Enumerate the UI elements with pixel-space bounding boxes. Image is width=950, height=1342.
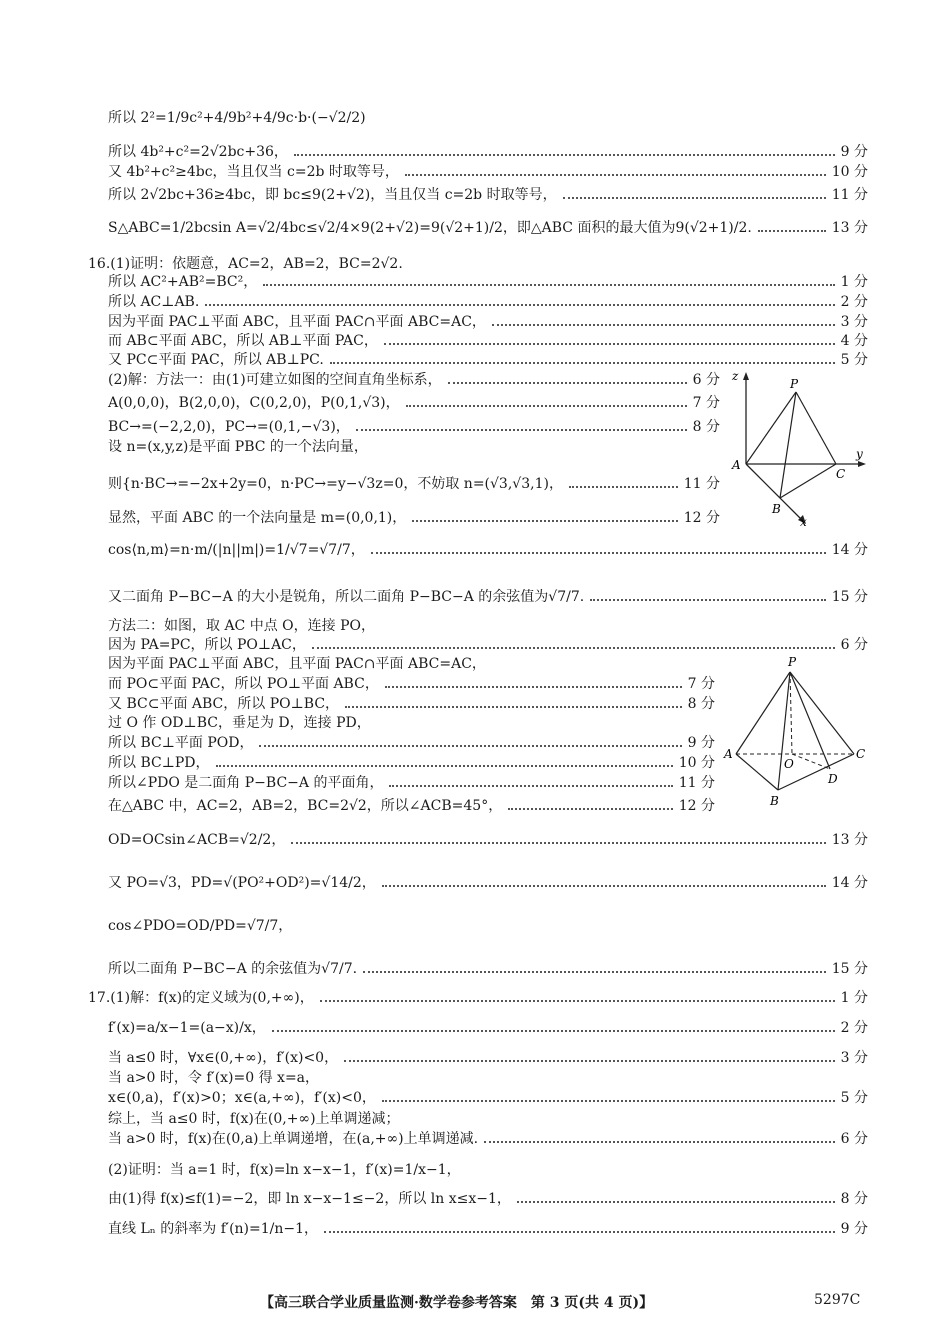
solution-line xyxy=(108,508,720,528)
figure-label: D xyxy=(828,772,838,786)
score-label: 8 分 xyxy=(687,696,715,712)
solution-text: A(0,0,0)，B(2,0,0)，C(0,2,0)，P(0,1,√3)， xyxy=(108,395,400,411)
leader-dots xyxy=(389,785,672,787)
solution-line xyxy=(108,959,868,979)
solution-line xyxy=(108,1189,868,1209)
solution-line xyxy=(108,674,715,694)
leader-dots xyxy=(517,1201,835,1203)
solution-text: 又 4b²+c²≥4bc，当且仅当 c=2b 时取等号， xyxy=(108,164,399,180)
leader-dots xyxy=(385,686,682,688)
solution-text: 显然，平面 ABC 的一个法向量是 m=(0,0,1)， xyxy=(108,510,407,526)
solution-line xyxy=(108,694,715,714)
leader-dots xyxy=(484,1141,835,1143)
score-label: 11 分 xyxy=(678,775,715,791)
figure-label: y xyxy=(856,447,863,461)
solution-line xyxy=(108,916,868,936)
leader-dots xyxy=(330,362,835,364)
solution-text: 当 a>0 时，f(x)在(0,a)上单调递增，在(a,+∞)上单调递减. xyxy=(108,1131,479,1147)
leader-dots xyxy=(406,405,687,407)
solution-text: x∈(0,a)，f′(x)>0；x∈(a,+∞)，f′(x)<0， xyxy=(108,1090,376,1106)
solution-text: 17.(1)解：f(x)的定义域为(0,+∞)， xyxy=(88,990,314,1006)
solution-line xyxy=(108,1129,868,1149)
solution-text: 所以∠PDO 是二面角 P−BC−A 的平面角， xyxy=(108,775,384,791)
y-axis-arrow xyxy=(858,461,866,467)
edge-BC xyxy=(780,464,836,498)
solution-text: cos∠PDO=OD/PD=√7/7， xyxy=(108,918,293,934)
solution-text: 因为 PA=PC，所以 PO⊥AC， xyxy=(108,637,306,653)
solution-line xyxy=(108,753,715,773)
solution-line xyxy=(108,218,868,238)
score-label: 8 分 xyxy=(840,1191,868,1207)
solution-line xyxy=(108,162,868,182)
footer-title: 【高三联合学业质量监测·数学卷参考答案 第 3 页(共 4 页)】 xyxy=(260,1295,654,1311)
solution-line xyxy=(108,272,868,292)
leader-dots xyxy=(263,284,834,286)
solution-line xyxy=(108,331,868,351)
solution-text: 过 O 作 OD⊥BC，垂足为 D，连接 PD， xyxy=(108,715,371,731)
leader-dots xyxy=(371,552,826,554)
score-label: 14 分 xyxy=(831,542,868,558)
leader-dots xyxy=(405,174,826,176)
leader-dots xyxy=(384,343,835,345)
solution-line xyxy=(108,185,868,205)
figure-label: C xyxy=(836,467,846,481)
solution-text: BC→=(−2,2,0)，PC→=(0,1,−√3)， xyxy=(108,419,350,435)
score-label: 5 分 xyxy=(840,352,868,368)
score-label: 14 分 xyxy=(831,875,868,891)
solution-text: 综上，当 a≤0 时，f(x)在(0,+∞)上单调递减； xyxy=(108,1111,400,1127)
figure-label: C xyxy=(856,747,866,761)
solution-line xyxy=(108,142,868,162)
solution-line xyxy=(108,292,868,312)
leader-dots xyxy=(448,382,687,384)
figure-label: P xyxy=(788,655,797,669)
score-label: 6 分 xyxy=(840,637,868,653)
leader-dots xyxy=(320,1000,835,1002)
leader-dots xyxy=(363,971,826,973)
leader-dots xyxy=(291,842,825,844)
figure-label: P xyxy=(790,377,799,391)
z-axis-arrow xyxy=(743,372,749,380)
leader-dots xyxy=(758,230,826,232)
score-label: 12 分 xyxy=(683,510,720,526)
solution-line xyxy=(108,108,868,128)
leader-dots xyxy=(205,304,834,306)
score-label: 4 分 xyxy=(840,333,868,349)
solution-line xyxy=(108,1068,868,1088)
score-label: 6 分 xyxy=(840,1131,868,1147)
score-label: 3 分 xyxy=(840,1050,868,1066)
solution-text: 所以 BC⊥PD， xyxy=(108,755,210,771)
leader-dots xyxy=(492,324,835,326)
edge-AB xyxy=(736,754,778,790)
score-label: 9 分 xyxy=(840,1221,868,1237)
solution-line xyxy=(108,830,868,850)
solution-line xyxy=(108,1088,868,1108)
solution-line xyxy=(108,1160,868,1180)
problem-17-heading xyxy=(88,988,868,1008)
solution-text: 所以 2²=1/9c²+4/9b²+4/9c·b·(−√2/2) xyxy=(108,110,366,126)
leader-dots xyxy=(412,520,677,522)
solution-text: 设 n=(x,y,z)是平面 PBC 的一个法向量， xyxy=(108,439,368,455)
solution-text: 在△ABC 中，AC=2，AB=2，BC=2√2，所以∠ACB=45°， xyxy=(108,798,503,814)
score-label: 5 分 xyxy=(840,1090,868,1106)
score-label: 9 分 xyxy=(687,735,715,751)
figure-label: A xyxy=(724,747,733,761)
solution-text: 直线 Lₙ 的斜率为 f′(n)=1/n−1， xyxy=(108,1221,319,1237)
solution-text: 又 PC⊂平面 PAC，所以 AB⊥PC. xyxy=(108,352,324,368)
solution-line xyxy=(108,873,868,893)
figure-label: O xyxy=(784,757,794,771)
leader-dots xyxy=(563,197,826,199)
solution-line xyxy=(108,1109,868,1129)
tetrahedron-figure-coordinates xyxy=(728,368,868,530)
edge-PB xyxy=(780,392,796,498)
solution-text: 因为平面 PAC⊥平面 ABC，且平面 PAC∩平面 ABC=AC， xyxy=(108,656,486,672)
leader-dots xyxy=(259,745,681,747)
score-label: 1 分 xyxy=(840,990,868,1006)
leader-dots xyxy=(312,647,835,649)
solution-text: f′(x)=a/x−1=(a−x)/x， xyxy=(108,1020,266,1036)
score-label: 7 分 xyxy=(687,676,715,692)
figure-label: B xyxy=(772,502,781,516)
leader-dots xyxy=(382,1100,835,1102)
solution-line xyxy=(108,773,715,793)
solution-line xyxy=(108,1018,868,1038)
leader-dots xyxy=(382,885,826,887)
score-label: 15 分 xyxy=(831,589,868,605)
figure-label: z xyxy=(732,369,739,383)
score-label: 9 分 xyxy=(840,144,868,160)
score-label: 8 分 xyxy=(692,419,720,435)
solution-text: OD=OCsin∠ACB=√2/2， xyxy=(108,832,286,848)
solution-text: 方法二：如图，取 AC 中点 O，连接 PO， xyxy=(108,618,375,634)
solution-line xyxy=(108,796,715,816)
figure-label: B xyxy=(770,794,779,808)
edge-PC xyxy=(790,672,854,754)
solution-text: 由(1)得 f(x)≤f(1)=−2，即 ln x−x−1≤−2，所以 ln x≤x−1， xyxy=(108,1191,511,1207)
segment-PO xyxy=(790,672,792,754)
footer-code: 5297C xyxy=(814,1292,861,1308)
solution-text: 因为平面 PAC⊥平面 ABC，且平面 PAC∩平面 ABC=AC， xyxy=(108,314,486,330)
solution-line xyxy=(108,350,868,370)
solution-text: 又 BC⊂平面 ABC，所以 PO⊥BC， xyxy=(108,696,340,712)
score-label: 7 分 xyxy=(692,395,720,411)
solution-text: S△ABC=1/2bcsin A=√2/4bc≤√2/4×9(2+√2)=9(√2+1)/2，即△ABC 面积的最大值为9(√2+1)/2. xyxy=(108,220,752,236)
solution-line xyxy=(108,1048,868,1068)
solution-text: 而 PO⊂平面 PAC，所以 PO⊥平面 ABC， xyxy=(108,676,379,692)
solution-line xyxy=(108,312,868,332)
solution-text: 所以 2√2bc+36≥4bc，即 bc≤9(2+√2)，当且仅当 c=2b 时取等号， xyxy=(108,187,557,203)
score-label: 13 分 xyxy=(831,832,868,848)
score-label: 2 分 xyxy=(840,1020,868,1036)
edge-PA xyxy=(736,672,790,754)
score-label: 2 分 xyxy=(840,294,868,310)
solution-text: 所以 AC⊥AB. xyxy=(108,294,200,310)
solution-text: 又二面角 P−BC−A 的大小是锐角，所以二面角 P−BC−A 的余弦值为√7/7. xyxy=(108,589,585,605)
solution-line xyxy=(108,370,720,390)
tetrahedron-figure-midpoint xyxy=(722,652,868,808)
solution-text: 所以 4b²+c²=2√2bc+36， xyxy=(108,144,288,160)
solution-line xyxy=(108,393,720,413)
leader-dots xyxy=(356,429,687,431)
solution-text: 所以二面角 P−BC−A 的余弦值为√7/7. xyxy=(108,961,358,977)
score-label: 6 分 xyxy=(692,372,720,388)
score-label: 1 分 xyxy=(840,274,868,290)
solution-line xyxy=(108,1219,868,1239)
solution-text: 又 PO=√3，PD=√(PO²+OD²)=√14/2， xyxy=(108,875,376,891)
edge-PC xyxy=(796,392,836,464)
score-label: 11 分 xyxy=(683,476,720,492)
solution-text: (2)解：方法一：由(1)可建立如图的空间直角坐标系， xyxy=(108,372,442,388)
solution-text: 当 a≤0 时，∀x∈(0,+∞)，f′(x)<0， xyxy=(108,1050,339,1066)
score-label: 10 分 xyxy=(831,164,868,180)
solution-line xyxy=(108,474,720,494)
solution-text: 所以 AC²+AB²=BC²， xyxy=(108,274,258,290)
solution-text: 16.(1)证明：依题意，AC=2，AB=2，BC=2√2. xyxy=(88,256,403,272)
score-label: 11 分 xyxy=(831,187,868,203)
solution-text: 当 a>0 时，令 f′(x)=0 得 x=a， xyxy=(108,1070,320,1086)
leader-dots xyxy=(590,599,826,601)
leader-dots xyxy=(324,1231,835,1233)
score-label: 15 分 xyxy=(831,961,868,977)
leader-dots xyxy=(508,808,673,810)
leader-dots xyxy=(272,1030,835,1032)
solution-line xyxy=(108,713,715,733)
solution-text: (2)证明：当 a=1 时，f(x)=ln x−x−1，f′(x)=1/x−1， xyxy=(108,1162,461,1178)
solution-line xyxy=(108,437,720,457)
solution-line xyxy=(108,417,720,437)
score-label: 12 分 xyxy=(678,798,715,814)
solution-line xyxy=(108,616,868,636)
leader-dots xyxy=(294,154,835,156)
solution-line xyxy=(108,587,868,607)
edge-PA xyxy=(746,392,796,464)
solution-line xyxy=(108,540,868,560)
score-label: 3 分 xyxy=(840,314,868,330)
score-label: 10 分 xyxy=(678,755,715,771)
figure-label: x xyxy=(800,515,807,529)
leader-dots xyxy=(569,486,678,488)
page-footer xyxy=(0,1290,950,1314)
leader-dots xyxy=(345,706,682,708)
figure-label: A xyxy=(732,458,741,472)
leader-dots xyxy=(216,765,673,767)
solution-text: 而 AB⊂平面 ABC，所以 AB⊥平面 PAC， xyxy=(108,333,378,349)
problem-16-heading xyxy=(88,254,848,274)
solution-text: 则{n·BC→=−2x+2y=0，n·PC→=y−√3z=0，不妨取 n=(√3,√3,1)， xyxy=(108,476,563,492)
score-label: 13 分 xyxy=(831,220,868,236)
edge-PB xyxy=(778,672,790,790)
leader-dots xyxy=(344,1060,835,1062)
solution-text: cos⟨n,m⟩=n·m/(|n||m|)=1/√7=√7/7， xyxy=(108,542,365,558)
solution-text: 所以 BC⊥平面 POD， xyxy=(108,735,254,751)
solution-line xyxy=(108,733,715,753)
